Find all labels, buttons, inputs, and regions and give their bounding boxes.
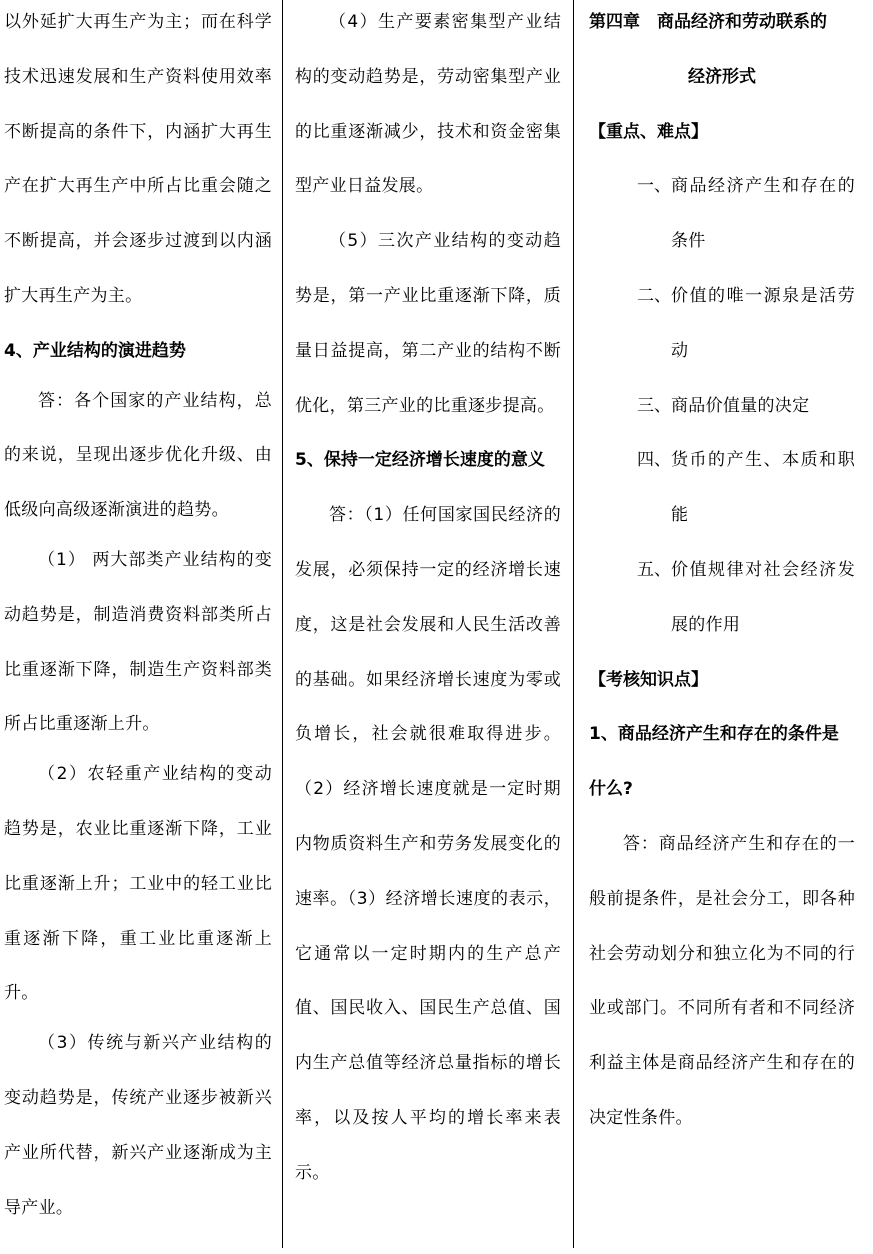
section-heading: 5、保持一定经济增长速度的意义 <box>295 450 545 471</box>
list-item-number: 三、 <box>637 395 671 416</box>
answer-paragraph: 答：商品经济产生和存在的一般前提条件，是社会分工，即各种社会劳动划分和独立化为不同的行业或部门。不同所有者和不同经济利益主体是商品经济产生和存在的决定性条件。 <box>589 833 855 1128</box>
column-divider <box>573 0 574 1248</box>
chapter-title-continued: 经济形式 <box>688 66 756 87</box>
list-item <box>589 269 855 379</box>
list-item-text: 商品价值量的决定 <box>671 395 810 416</box>
list-item-text: 价值的唯一源泉是活劳动 <box>671 285 855 361</box>
list-item-text: 价值规律对社会经济发展的作用 <box>671 559 855 635</box>
column-divider <box>282 0 283 1248</box>
list-item-number: 五、 <box>637 559 671 580</box>
list-item-number: 一、 <box>637 176 671 197</box>
question-heading: 1、商品经济产生和存在的条件是什么? <box>589 724 839 800</box>
section-heading: 4、产业结构的演进趋势 <box>4 340 186 361</box>
text-column-2 <box>295 0 561 1254</box>
list-item <box>589 379 855 434</box>
list-item-number: 二、 <box>637 285 671 306</box>
paragraph: 以外延扩大再生产为主；而在科学技术迅速发展和生产资料使用效率不断提高的条件下，内涵扩大再生产在扩大再生产中所占比重会随之不断提高，并会逐步过渡到以内涵扩大再生产为主。 <box>4 12 272 306</box>
text-column-1 <box>4 0 272 1254</box>
paragraph: （3）传统与新兴产业结构的变动趋势是，传统产业逐步被新兴产业所代替，新兴产业逐渐成为主导产业。 <box>4 1033 272 1218</box>
paragraph: 答：（1）任何国家国民经济的发展，必须保持一定的经济增长速度，这是社会发展和人民生活改善的基础。如果经济增长速度为零或负增长，社会就很难取得进步。（2）经济增长速度就是一定时期内物质资料生产和劳务发展变化的速率。（3）经济增长速度的表示，它通常以一定时期内的生产总产值、国民收入、国民生产总值、国内生产总值等经济总量指标的增长率，以及按人平均的增长率来表示。 <box>295 505 561 1183</box>
text-column-3 <box>589 0 855 1254</box>
list-item <box>589 433 855 543</box>
list-item <box>589 159 855 269</box>
paragraph: （5）三次产业结构的变动趋势是，第一产业比重逐渐下降，质量日益提高，第二产业的结构不断优化，第三产业的比重逐步提高。 <box>295 231 561 416</box>
key-points-heading: 【重点、难点】 <box>589 121 708 142</box>
paragraph: （2）农轻重产业结构的变动趋势是，农业比重逐渐下降，工业比重逐渐上升；工业中的轻工业比重逐渐下降，重工业比重逐渐上升。 <box>4 764 272 1004</box>
paragraph: 答：各个国家的产业结构，总的来说，呈现出逐步优化升级、由低级向高级逐渐演进的趋势。 <box>4 390 272 521</box>
exam-points-heading: 【考核知识点】 <box>589 669 708 690</box>
paragraph: （4）生产要素密集型产业结构的变动趋势是，劳动密集型产业的比重逐渐减少，技术和资金密集型产业日益发展。 <box>295 12 561 197</box>
chapter-title: 第四章 商品经济和劳动联系的 <box>589 12 827 32</box>
list-item-text: 商品经济产生和存在的条件 <box>671 176 855 252</box>
paragraph: （1） 两大部类产业结构的变动趋势是，制造消费资料部类所占比重逐渐下降，制造生产资料部类所占比重逐渐上升。 <box>4 549 272 735</box>
list-item <box>589 543 855 653</box>
list-item-number: 四、 <box>637 450 671 471</box>
list-item-text: 货币的产生、本质和职能 <box>671 450 855 526</box>
